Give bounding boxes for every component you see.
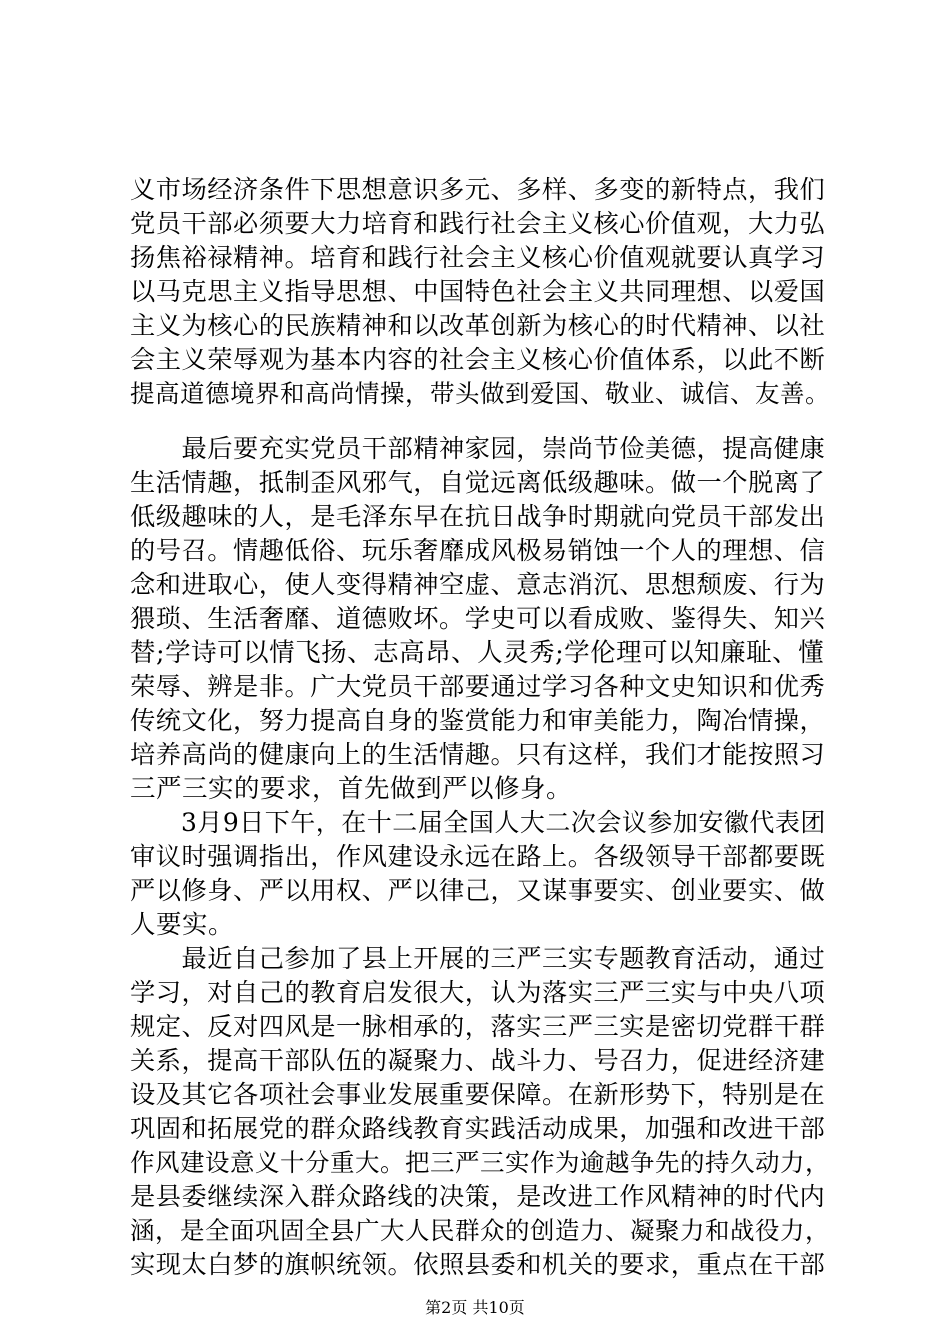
- text-line: 义市场经济条件下思想意识多元、多样、多变的新特点，我们: [130, 175, 826, 204]
- text-line: 替;学诗可以情飞扬、志高昂、人灵秀;学伦理可以知廉耻、懂: [130, 638, 825, 668]
- text-line: 的号召。情趣低俗、玩乐奢靡成风极易销蚀一个人的理想、信: [130, 536, 826, 565]
- text-line: 实现太白梦的旗帜统领。依照县委和机关的要求，重点在干部: [130, 1250, 826, 1279]
- text-line: 关系，提高干部队伍的凝聚力、战斗力、号召力，促进经济建: [130, 1046, 826, 1075]
- text-line: 人要实。: [130, 910, 235, 940]
- text-line: 规定、反对四风是一脉相承的，落实三严三实是密切党群干群: [130, 1012, 826, 1041]
- text-line: 党员干部必须要大力培育和践行社会主义核心价值观，大力弘: [130, 209, 826, 238]
- text-line: 生活情趣，抵制歪风邪气，自觉远离低级趣味。做一个脱离了: [130, 468, 826, 497]
- text-line: 审议时强调指出，作风建设永远在路上。各级领导干部都要既: [130, 842, 826, 871]
- text-line: 提高道德境界和高尚情操，带头做到爱国、敬业、诚信、友善。: [130, 379, 830, 408]
- text-line: 作风建设意义十分重大。把三严三实作为逾越争先的持久动力，: [130, 1148, 830, 1177]
- text-line: 猥琐、生活奢靡、道德败坏。学史可以看成败、鉴得失、知兴: [130, 604, 826, 633]
- text-line: 荣辱、辨是非。广大党员干部要通过学习各种文史知识和优秀: [130, 672, 826, 701]
- text-line: 设及其它各项社会事业发展重要保障。在新形势下，特别是在: [130, 1080, 826, 1109]
- text-line: 严以修身、严以用权、严以律己，又谋事要实、创业要实、做: [130, 876, 826, 905]
- text-line: 学习，对自己的教育启发很大，认为落实三严三实与中央八项: [130, 978, 826, 1007]
- text-line: 3月9日下午，在十二届全国人大二次会议参加安徽代表团: [130, 808, 826, 837]
- text-line: 培养高尚的健康向上的生活情趣。只有这样，我们才能按照习: [130, 740, 826, 769]
- page-number-footer: 第2页 共10页: [425, 1298, 525, 1317]
- text-line: 是县委继续深入群众路线的决策，是改进工作风精神的时代内: [130, 1182, 826, 1211]
- text-line: 最近自己参加了县上开展的三严三实专题教育活动，通过: [130, 944, 826, 973]
- text-line: 涵，是全面巩固全县广大人民群众的创造力、凝聚力和战役力，: [130, 1216, 830, 1245]
- text-line: 最后要充实党员干部精神家园，崇尚节俭美德，提高健康: [130, 434, 826, 463]
- text-line: 扬焦裕禄精神。培育和践行社会主义核心价值观就要认真学习: [130, 243, 826, 272]
- text-line: 主义为核心的民族精神和以改革创新为核心的时代精神、以社: [130, 311, 826, 340]
- text-line: 传统文化，努力提高自身的鉴赏能力和审美能力，陶冶情操，: [130, 706, 826, 735]
- text-line: 低级趣味的人，是毛泽东早在抗日战争时期就向党员干部发出: [130, 502, 826, 531]
- text-line: 念和进取心，使人变得精神空虚、意志消沉、思想颓废、行为: [130, 570, 826, 599]
- text-line: 会主义荣辱观为基本内容的社会主义核心价值体系，以此不断: [130, 345, 826, 374]
- text-line: 巩固和拓展党的群众路线教育实践活动成果，加强和改进干部: [130, 1114, 826, 1143]
- text-line: 以马克思主义指导思想、中国特色社会主义共同理想、以爱国: [130, 277, 826, 306]
- text-line: 三严三实的要求，首先做到严以修身。: [130, 774, 573, 804]
